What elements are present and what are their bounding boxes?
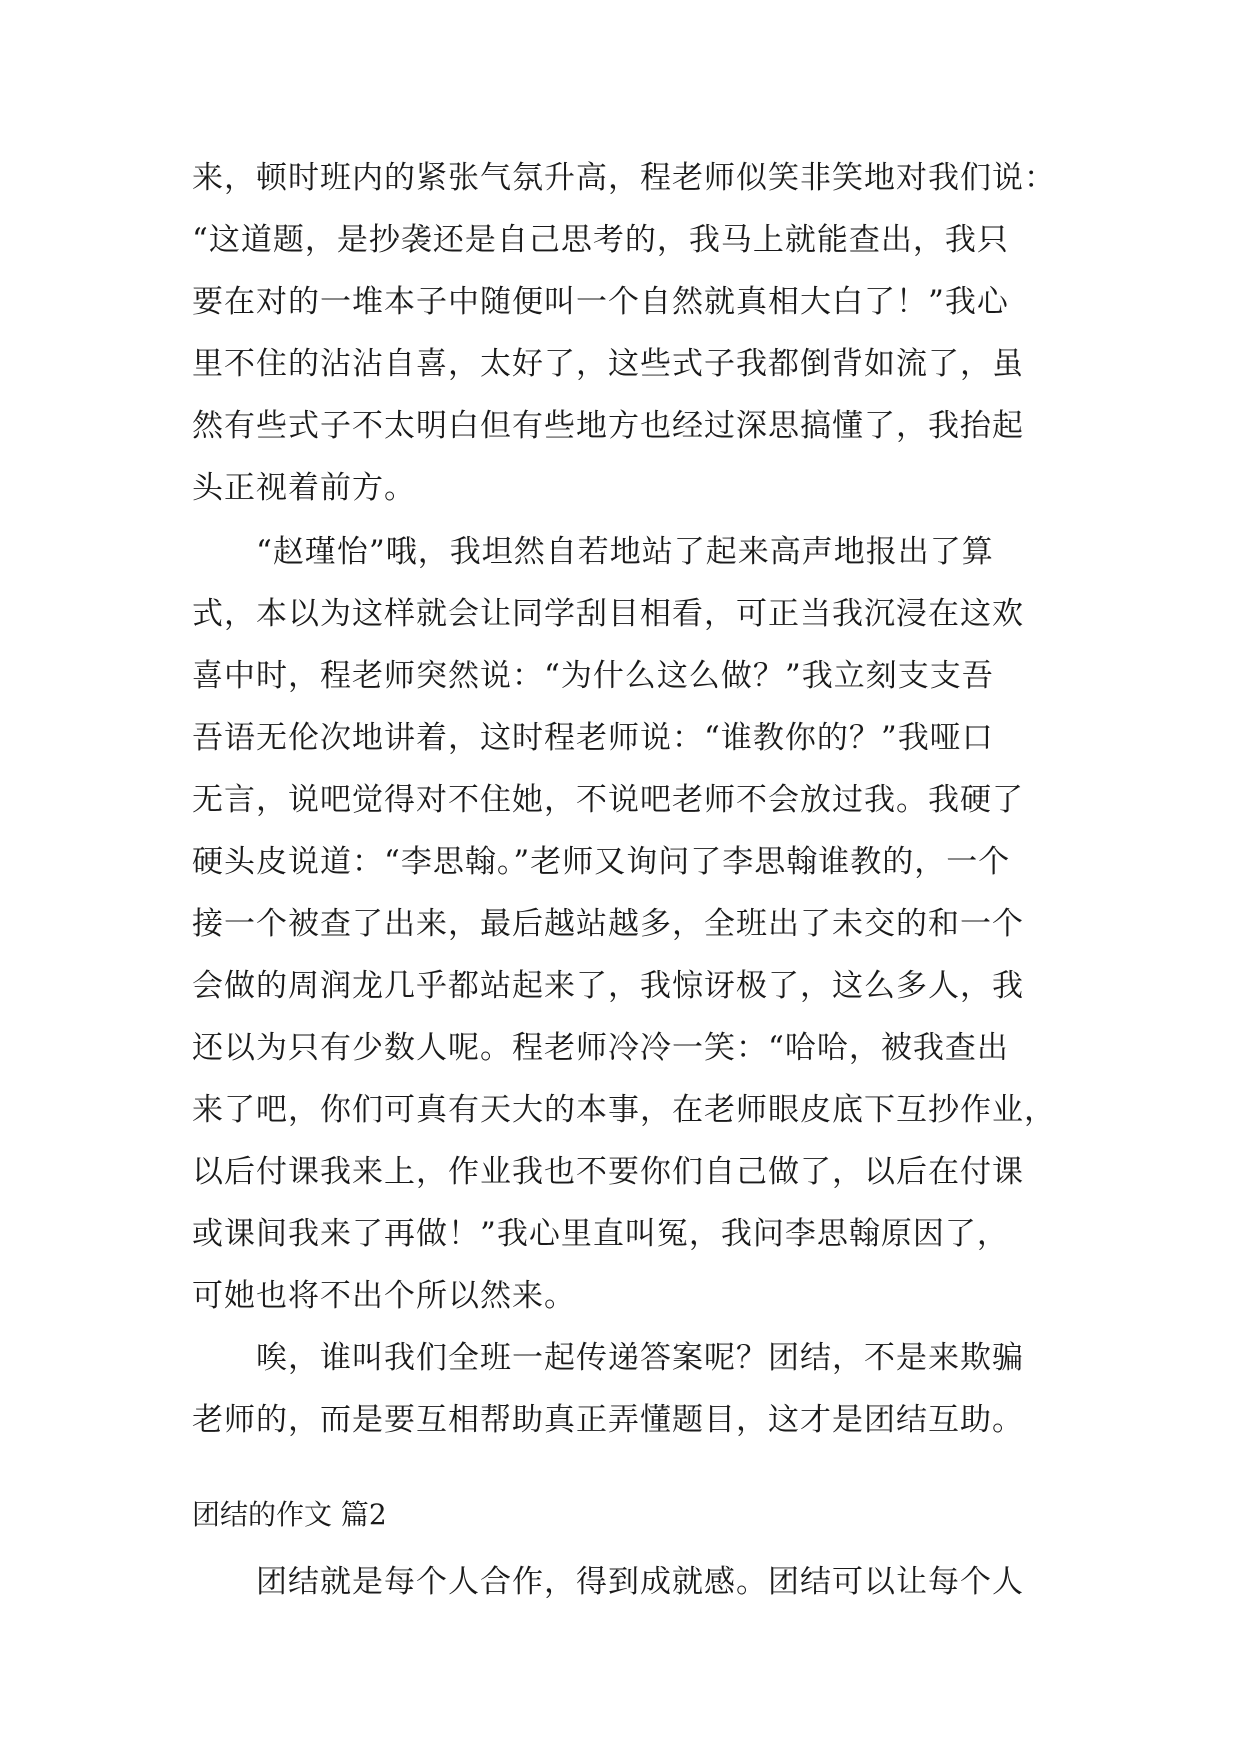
paragraph-2-line-10: 来了吧，你们可真有天大的本事，在老师眼皮底下互抄作业， bbox=[192, 1092, 1056, 1128]
paragraph-3-line-2: 老师的，而是要互相帮助真正弄懂题目，这才是团结互助。 bbox=[192, 1402, 1024, 1438]
paragraph-1-line-2: “这道题，是抄袭还是自己思考的，我马上就能查出，我只 bbox=[192, 222, 1009, 258]
paragraph-3-line-1: 唉，谁叫我们全班一起传递答案呢？团结，不是来欺骗 bbox=[256, 1340, 1024, 1376]
paragraph-2-line-5: 无言，说吧觉得对不住她，不说吧老师不会放过我。我硬了 bbox=[192, 782, 1024, 818]
paragraph-2-line-2: 式，本以为这样就会让同学刮目相看，可正当我沉浸在这欢 bbox=[192, 596, 1024, 632]
paragraph-1-line-3: 要在对的一堆本子中随便叫一个自然就真相大白了！”我心 bbox=[192, 284, 1009, 320]
paragraph-2-line-12: 或课间我来了再做！”我心里直叫冤，我问李思翰原因了， bbox=[192, 1216, 1009, 1252]
paragraph-4-line-1: 团结就是每个人合作，得到成就感。团结可以让每个人 bbox=[256, 1564, 1024, 1600]
paragraph-1-line-4: 里不住的沾沾自喜，太好了，这些式子我都倒背如流了，虽 bbox=[192, 346, 1024, 382]
paragraph-2-line-8: 会做的周润龙几乎都站起来了，我惊讶极了，这么多人，我 bbox=[192, 968, 1024, 1004]
paragraph-2-line-9: 还以为只有少数人呢。程老师冷冷一笑：“哈哈，被我查出 bbox=[192, 1030, 1009, 1066]
paragraph-2-line-1: “赵瑾怡”哦，我坦然自若地站了起来高声地报出了算 bbox=[256, 534, 994, 570]
paragraph-1-line-5: 然有些式子不太明白但有些地方也经过深思搞懂了，我抬起 bbox=[192, 408, 1024, 444]
paragraph-2-line-4: 吾语无伦次地讲着，这时程老师说：“谁教你的？”我哑口 bbox=[192, 720, 994, 756]
section-heading: 团结的作文 篇2 bbox=[192, 1498, 387, 1531]
paragraph-2-line-13: 可她也将不出个所以然来。 bbox=[192, 1278, 576, 1314]
paragraph-1-line-1: 来，顿时班内的紧张气氛升高，程老师似笑非笑地对我们说： bbox=[192, 160, 1056, 196]
paragraph-2-line-6: 硬头皮说道：“李思翰。”老师又询问了李思翰谁教的，一个 bbox=[192, 844, 1011, 880]
paragraph-2-line-3: 喜中时，程老师突然说：“为什么这么做？”我立刻支支吾 bbox=[192, 658, 994, 694]
paragraph-2-line-11: 以后付课我来上，作业我也不要你们自己做了，以后在付课 bbox=[192, 1154, 1024, 1190]
paragraph-1-line-6: 头正视着前方。 bbox=[192, 470, 416, 506]
paragraph-2-line-7: 接一个被查了出来，最后越站越多，全班出了未交的和一个 bbox=[192, 906, 1024, 942]
